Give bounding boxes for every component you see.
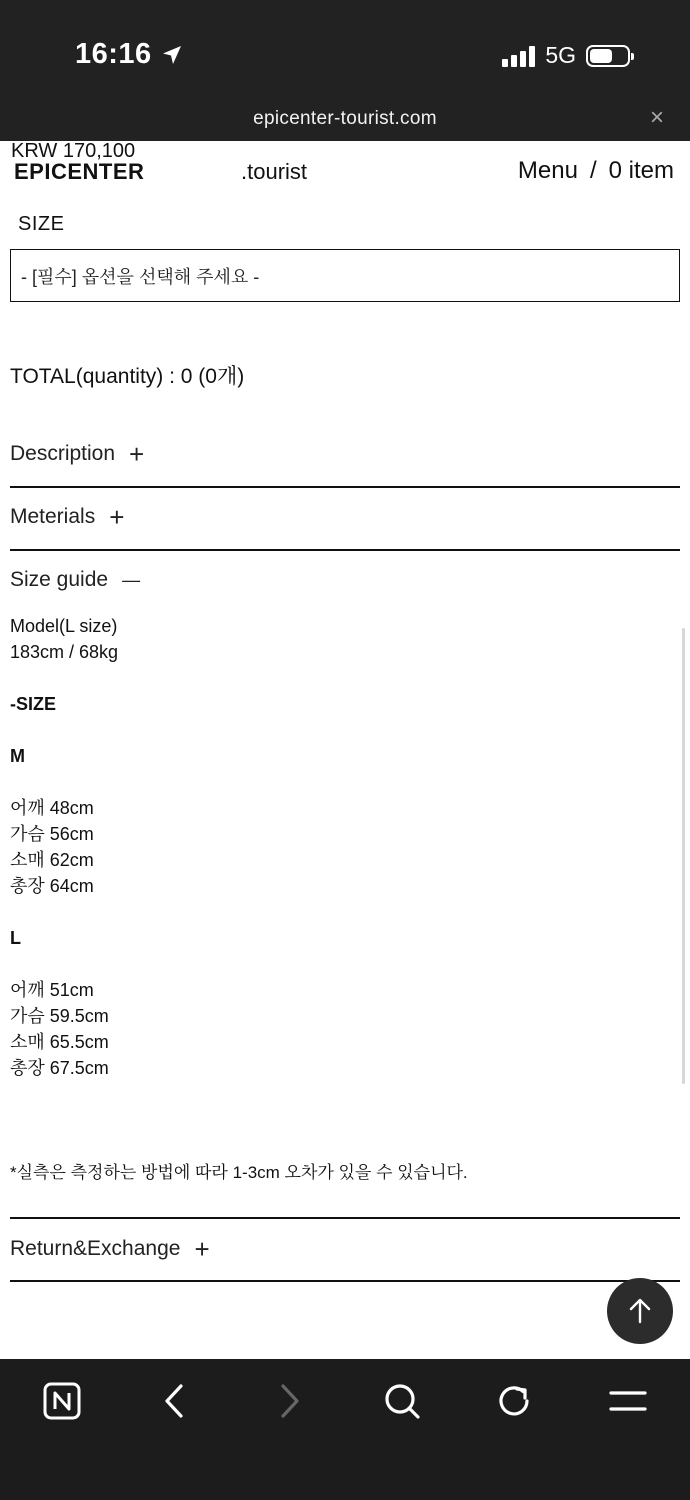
accordion-return-exchange[interactable] bbox=[10, 1236, 680, 1262]
browser-bottom-toolbar bbox=[0, 1359, 690, 1500]
header-nav bbox=[518, 157, 674, 185]
brand-subtitle[interactable]: .tourist bbox=[241, 159, 308, 184]
divider bbox=[10, 549, 680, 551]
product-price: KRW 170,100 bbox=[11, 140, 136, 162]
arrow-up-icon bbox=[625, 1296, 655, 1326]
measurement-row: 어깨 48cm bbox=[10, 798, 94, 818]
accordion-label: Return&Exchange bbox=[10, 1237, 181, 1260]
divider bbox=[10, 1217, 680, 1219]
search-button[interactable] bbox=[380, 1379, 424, 1423]
clock-text: 16:16 bbox=[75, 38, 152, 70]
size-name-m: M bbox=[10, 746, 25, 766]
nav-separator: / bbox=[589, 157, 597, 184]
cart-link[interactable]: 0 item bbox=[608, 157, 674, 184]
browser-top-bar bbox=[0, 0, 690, 141]
battery-icon bbox=[586, 45, 630, 67]
search-icon bbox=[382, 1381, 422, 1421]
divider bbox=[10, 1280, 680, 1282]
status-indicators bbox=[502, 42, 630, 69]
measurement-row: 가슴 59.5cm bbox=[10, 1006, 109, 1026]
forward-icon bbox=[269, 1381, 309, 1421]
naver-n-icon bbox=[42, 1381, 82, 1421]
menu-button[interactable] bbox=[606, 1379, 650, 1423]
size-select[interactable] bbox=[10, 249, 680, 302]
forward-button[interactable] bbox=[267, 1379, 311, 1423]
back-icon bbox=[155, 1381, 195, 1421]
plus-icon: + bbox=[129, 439, 145, 469]
accordion-materials[interactable] bbox=[10, 504, 680, 530]
size-name-l: L bbox=[10, 928, 21, 948]
refresh-button[interactable] bbox=[493, 1379, 537, 1423]
naver-home-button[interactable] bbox=[40, 1379, 84, 1423]
menu-icon bbox=[608, 1381, 648, 1421]
accordion-label: Meterials bbox=[10, 505, 96, 528]
size-heading: -SIZE bbox=[10, 694, 57, 714]
scroll-to-top-button[interactable] bbox=[607, 1278, 673, 1344]
signal-icon bbox=[502, 45, 535, 67]
back-button[interactable] bbox=[153, 1379, 197, 1423]
model-stats: 183cm / 68kg bbox=[10, 642, 119, 662]
accordion-label: Size guide bbox=[10, 568, 109, 591]
brand-logo[interactable]: EPICENTER bbox=[14, 159, 145, 184]
accordion-label: Description bbox=[10, 442, 116, 465]
measurement-row: 총장 64cm bbox=[10, 876, 94, 896]
size-guide-content bbox=[10, 613, 610, 1081]
size-label: SIZE bbox=[18, 213, 65, 235]
measurement-row: 총장 67.5cm bbox=[10, 1058, 109, 1078]
divider bbox=[10, 486, 680, 488]
accordion-size-guide[interactable] bbox=[10, 568, 680, 592]
measurement-row: 소매 62cm bbox=[10, 850, 94, 870]
scrollbar[interactable] bbox=[682, 628, 685, 1084]
status-time bbox=[75, 38, 184, 71]
size-select-value: - [필수] 옵션을 선택해 주세요 - bbox=[21, 266, 260, 287]
url-display[interactable]: epicenter-tourist.com bbox=[253, 108, 437, 129]
plus-icon: + bbox=[109, 502, 125, 532]
measurement-row: 어깨 51cm bbox=[10, 980, 94, 1000]
measurement-row: 소매 65.5cm bbox=[10, 1032, 109, 1052]
menu-link[interactable]: Menu bbox=[517, 157, 578, 184]
measurement-note: *실측은 측정하는 방법에 따라 1-3cm 오차가 있을 수 있습니다. bbox=[10, 1163, 468, 1182]
plus-icon: + bbox=[194, 1234, 210, 1264]
refresh-icon bbox=[495, 1381, 535, 1421]
minus-icon: — bbox=[122, 570, 141, 590]
accordion-description[interactable] bbox=[10, 441, 680, 467]
model-title: Model(L size) bbox=[10, 616, 118, 636]
total-quantity: TOTAL(quantity) : 0 (0개) bbox=[10, 365, 245, 388]
network-label: 5G bbox=[545, 42, 576, 68]
location-arrow-icon bbox=[160, 43, 184, 67]
measurement-row: 가슴 56cm bbox=[10, 824, 94, 844]
close-icon[interactable]: × bbox=[649, 104, 664, 131]
